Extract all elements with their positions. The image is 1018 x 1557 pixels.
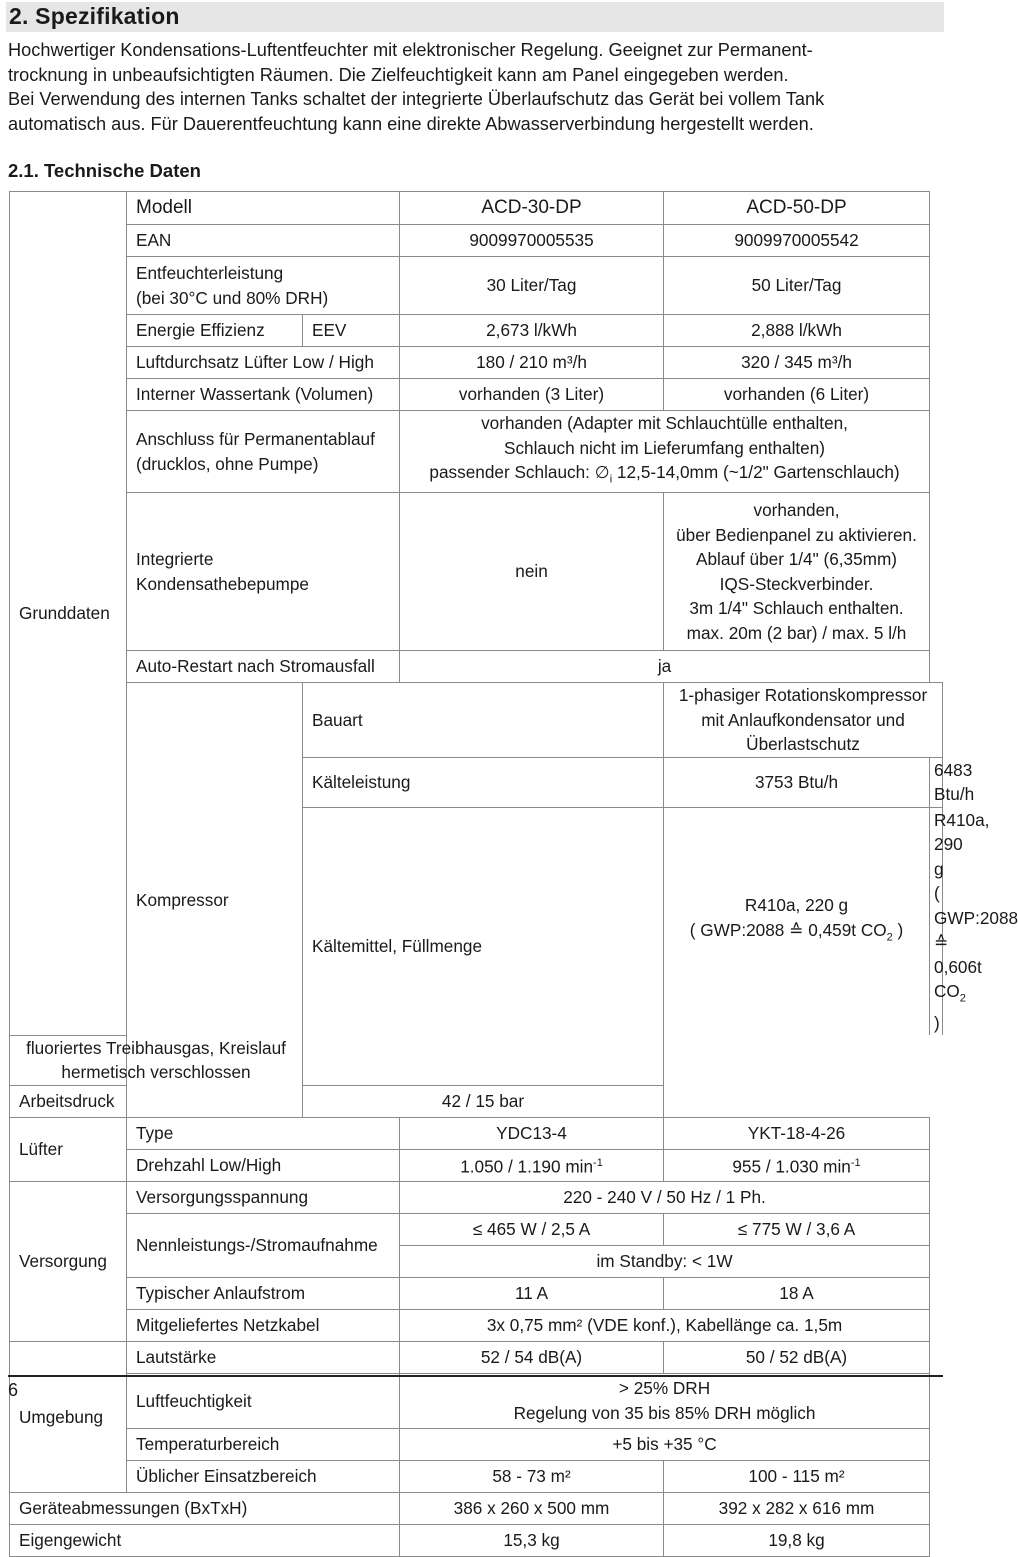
abmessungen-b: 392 x 282 x 616 mm (664, 1492, 930, 1524)
label-line: (bei 30°C und 80% DRH) (136, 287, 329, 308)
text: ) (934, 1012, 940, 1033)
text: 955 / 1.030 min (732, 1157, 851, 1178)
lautstaerke-b: 50 / 52 dB(A) (664, 1341, 930, 1373)
bauart-value (664, 683, 943, 758)
text: 0,459t CO (803, 919, 887, 940)
model-b: ACD-50-DP (664, 192, 930, 225)
label-type: Type (127, 1117, 400, 1149)
model-a: ACD-30-DP (400, 192, 664, 225)
label-netzkabel: Mitgeliefertes Netzkabel (127, 1309, 400, 1341)
label-leistung: Nennleistungs-/Stromaufnahme (127, 1213, 400, 1277)
value-line: vorhanden, (753, 500, 840, 520)
label-anlaufstrom: Typischer Anlaufstrom (127, 1277, 400, 1309)
temperatur-value: +5 bis +35 °C (400, 1428, 930, 1460)
intro-line: Bei Verwendung des internen Tanks schaltet der integrierte Überlaufschutz das Gerät bei vollem Tank (8, 89, 825, 109)
row-drehzahl (10, 1149, 943, 1181)
row-type (10, 1117, 943, 1149)
corresponds-icon: ≙ (934, 932, 949, 952)
label-lautstaerke: Lautstärke (127, 1341, 400, 1373)
row-netzkabel (10, 1309, 943, 1341)
netzkabel-value: 3x 0,75 mm² (VDE konf.), Kabellänge ca. 1,5m (400, 1309, 930, 1341)
label-line: Entfeuchterleistung (136, 263, 284, 283)
label-energie: Energie Effizienz (127, 315, 303, 347)
label-kaelteleistung: Kälteleistung (303, 757, 664, 807)
row-ean (10, 225, 943, 257)
anlaufstrom-b: 18 A (664, 1277, 930, 1309)
value-line: IQS-Steckverbinder. (719, 573, 874, 594)
group-kompressor: Kompressor (127, 683, 303, 1118)
wassertank-b: vorhanden (6 Liter) (664, 379, 930, 411)
subscript: i (609, 473, 613, 486)
label-modell: Modell (127, 192, 400, 225)
value-line: Schlauch nicht im Lieferumfang enthalten) (504, 437, 826, 458)
energie-a: 2,673 l/kWh (400, 315, 664, 347)
label-entfeuchter (127, 257, 400, 315)
superscript: -1 (593, 1157, 603, 1170)
type-a: YDC13-4 (400, 1117, 664, 1149)
row-arbeitsdruck (10, 1085, 943, 1117)
text: 0,606t CO (934, 956, 982, 1001)
row-modell (10, 192, 943, 225)
footer-divider (8, 1375, 943, 1377)
intro-line: trocknung in unbeaufsichtigten Räumen. Die Zielfeuchtigkeit kann am Panel eingegeben werden. (8, 64, 789, 85)
intro-line: automatisch aus. Für Dauerentfeuchtung kann eine direkte Abwasserverbindung hergestellt werden. (8, 113, 814, 134)
value-line (404, 460, 925, 492)
kaeltemittel-b (930, 807, 1018, 1035)
row-gewicht (10, 1524, 943, 1556)
label-abmessungen: Geräteabmessungen (BxTxH) (10, 1492, 400, 1524)
text: 1.050 / 1.190 min (460, 1157, 594, 1178)
superscript: -1 (850, 1157, 861, 1170)
text: ( GWP:2088 (934, 883, 1018, 928)
subscript: 2 (886, 931, 893, 944)
autorestart-value: ja (400, 651, 930, 683)
row-leistung (10, 1213, 943, 1245)
row-luftfeuchtigkeit (10, 1373, 943, 1428)
leistung-a: ≤ 465 W / 2,5 A (400, 1213, 664, 1245)
pumpe-b (664, 493, 930, 651)
group-umgebung: Umgebung (10, 1341, 127, 1492)
gewicht-a: 15,3 kg (400, 1524, 664, 1556)
row-anschluss (10, 411, 943, 493)
einsatzbereich-b: 100 - 115 m² (664, 1460, 930, 1492)
value-line: über Bedienpanel zu aktivieren. (676, 524, 917, 545)
value-line (668, 918, 925, 950)
leistung-b: ≤ 775 W / 3,6 A (664, 1213, 930, 1245)
row-wassertank (10, 379, 943, 411)
value-line: 3m 1/4" Schlauch enthalten. (689, 598, 904, 618)
luftfeuchtigkeit-value (400, 1373, 930, 1428)
section-title-bar (6, 2, 944, 32)
ean-b: 9009970005542 (664, 225, 930, 257)
value-line: > 25% DRH (618, 1378, 711, 1399)
entfeuchter-a: 30 Liter/Tag (400, 257, 664, 315)
row-luftdurchsatz (10, 347, 943, 379)
row-einsatzbereich (10, 1460, 943, 1492)
wassertank-a: vorhanden (3 Liter) (400, 379, 664, 411)
value-line: vorhanden (Adapter mit Schlauchtülle enthalten, (481, 413, 848, 434)
row-autorestart (10, 651, 943, 683)
value-line: 1-phasiger Rotationskompressor (678, 685, 928, 705)
label-einsatzbereich: Üblicher Einsatzbereich (127, 1460, 400, 1492)
label-bauart: Bauart (303, 683, 664, 758)
label-spannung: Versorgungsspannung (127, 1181, 400, 1213)
standby-value: im Standby: < 1W (400, 1245, 930, 1277)
row-lautstaerke (10, 1341, 943, 1373)
anlaufstrom-a: 11 A (400, 1277, 664, 1309)
group-grunddaten: Grunddaten (10, 192, 127, 1036)
group-versorgung: Versorgung (10, 1181, 127, 1341)
abmessungen-a: 386 x 260 x 500 mm (400, 1492, 664, 1524)
row-anlaufstrom (10, 1277, 943, 1309)
value-line: max. 20m (2 bar) / max. 5 l/h (686, 622, 907, 643)
group-luefter: Lüfter (10, 1117, 127, 1181)
row-temperatur (10, 1428, 943, 1460)
label-ean: EAN (127, 225, 400, 257)
diameter-icon: ∅ (594, 462, 610, 483)
label-temperatur: Temperaturbereich (127, 1428, 400, 1460)
value-line: Regelung von 35 bis 85% DRH möglich (513, 1402, 816, 1423)
energie-b: 2,888 l/kWh (664, 315, 930, 347)
einsatzbereich-a: 58 - 73 m² (400, 1460, 664, 1492)
label-pumpe: Integrierte Kondensathebepumpe (127, 493, 400, 651)
row-spannung (10, 1181, 943, 1213)
label-arbeitsdruck: Arbeitsdruck (10, 1085, 303, 1117)
label-luftdurchsatz: Luftdurchsatz Lüfter Low / High (127, 347, 400, 379)
value-line (934, 881, 1018, 1035)
lautstaerke-a: 52 / 54 dB(A) (400, 1341, 664, 1373)
text: 12,5-14,0mm (~1/2" Gartenschlauch) (612, 462, 900, 483)
luftdurchsatz-b: 320 / 345 m³/h (664, 347, 930, 379)
text: ( GWP:2088 (689, 919, 790, 940)
label-kaeltemittel: Kältemittel, Füllmenge (303, 807, 664, 1085)
label-line: Anschluss für Permanentablauf (136, 429, 375, 449)
gewicht-b: 19,8 kg (664, 1524, 930, 1556)
anschluss-value (400, 411, 930, 493)
label-autorestart: Auto-Restart nach Stromausfall (127, 651, 400, 683)
subsection-title: 2.1. Technische Daten (8, 160, 201, 181)
spannung-value: 220 - 240 V / 50 Hz / 1 Ph. (400, 1181, 930, 1213)
section-title: 2. Spezifikation (9, 3, 180, 29)
luftdurchsatz-a: 180 / 210 m³/h (400, 347, 664, 379)
value-line: mit Anlaufkondensator und Überlastschutz (701, 709, 905, 754)
pumpe-a: nein (400, 493, 664, 651)
kaelteleistung-a: 3753 Btu/h (664, 757, 930, 807)
type-b: YKT-18-4-26 (664, 1117, 930, 1149)
row-bauart (10, 683, 943, 758)
intro-line: Hochwertiger Kondensations-Luftentfeuchter mit elektronischer Regelung. Geeignet zur Permanent- (8, 40, 813, 60)
row-entfeuchter (10, 257, 943, 315)
spec-table (9, 191, 1018, 1557)
drehzahl-a (400, 1149, 664, 1181)
page-number: 6 (8, 1380, 19, 1400)
entfeuchter-b: 50 Liter/Tag (664, 257, 930, 315)
value-line: R410a, 290 g (934, 809, 990, 879)
row-energie (10, 315, 943, 347)
subscript: 2 (959, 992, 966, 1005)
kaelteleistung-b: 6483 Btu/h (930, 757, 943, 807)
drehzahl-b (664, 1149, 930, 1181)
label-line: (drucklos, ohne Pumpe) (136, 453, 319, 474)
label-gewicht: Eigengewicht (10, 1524, 400, 1556)
intro-paragraph (8, 38, 944, 136)
value-line: R410a, 220 g (744, 895, 849, 916)
arbeitsdruck-value: 42 / 15 bar (303, 1085, 664, 1117)
label-eev: EEV (303, 315, 400, 347)
label-luftfeuchtigkeit: Luftfeuchtigkeit (127, 1373, 400, 1428)
text: ) (892, 919, 904, 940)
kaeltemittel-a (664, 807, 930, 1035)
text: passender Schlauch: (429, 462, 595, 483)
value-line: Ablauf über 1/4" (6,35mm) (696, 549, 898, 569)
label-drehzahl: Drehzahl Low/High (127, 1149, 400, 1181)
label-anschluss (127, 411, 400, 493)
ean-a: 9009970005535 (400, 225, 664, 257)
row-pumpe (10, 493, 943, 651)
kaeltemittel-shared: fluoriertes Treibhausgas, Kreislauf hermetisch verschlossen (10, 1035, 303, 1085)
label-wassertank: Interner Wassertank (Volumen) (127, 379, 400, 411)
corresponds-icon: ≙ (789, 919, 804, 940)
row-abmessungen (10, 1492, 943, 1524)
